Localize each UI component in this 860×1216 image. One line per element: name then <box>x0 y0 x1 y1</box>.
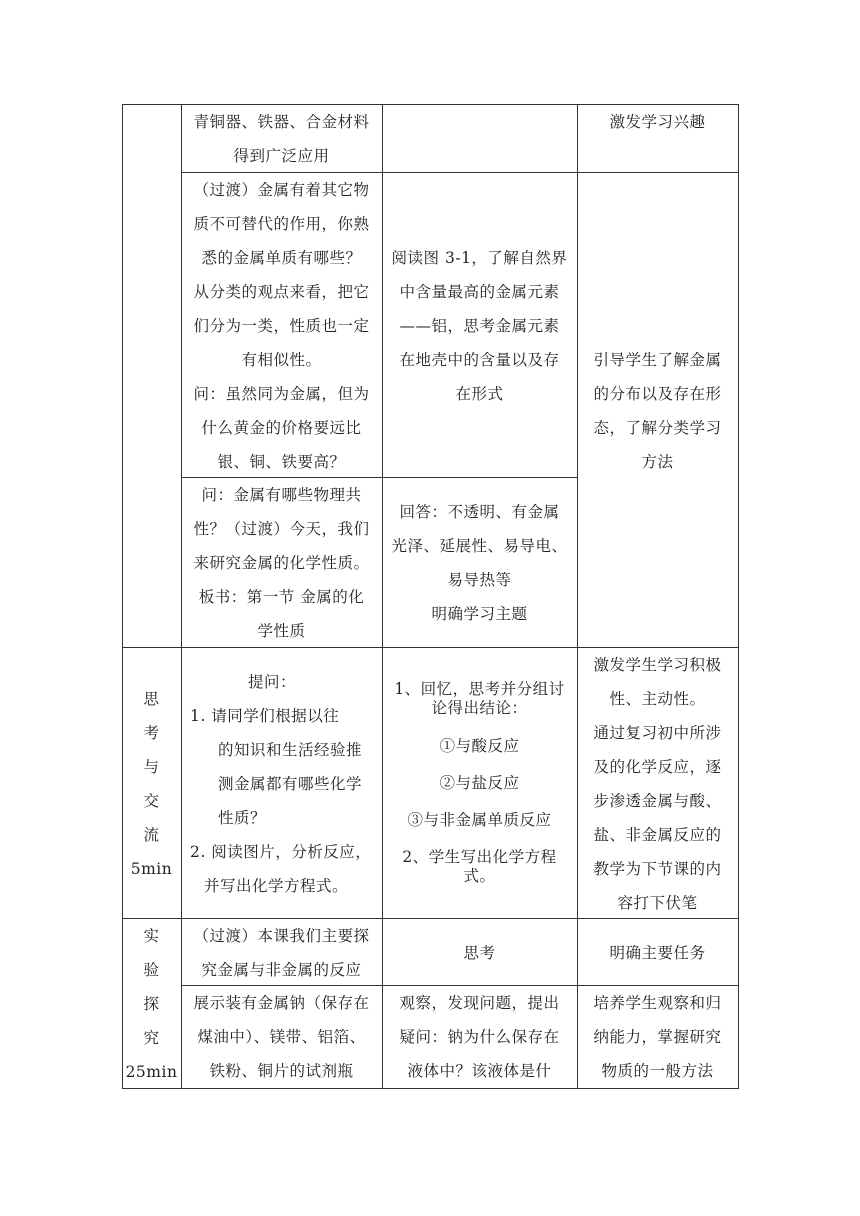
cell-text-line: 测金属都有哪些化学 <box>218 775 363 793</box>
cell-text-line: 提问： <box>247 673 296 691</box>
cell-text-line: 究 <box>143 1029 160 1047</box>
cell-text-line: ①与酸反应 <box>439 737 520 755</box>
cell-text-line: 及的化学反应，逐 <box>593 758 722 776</box>
design-intent-cell <box>577 105 738 139</box>
cell-text-line: 验 <box>143 961 160 979</box>
cell-text-line: 激发学生学习积极 <box>593 656 722 674</box>
cell-text-line: 问：虽然同为金属，但为 <box>193 385 370 403</box>
cell-text-line: 步渗透金属与酸、 <box>593 792 722 810</box>
teacher-activity-cell <box>181 919 382 987</box>
cell-text-line: 1. 请同学们根据以往 <box>190 707 340 725</box>
cell-text-line: 思考 <box>463 944 496 962</box>
teacher-activity-cell <box>181 105 382 173</box>
student-activity-cell <box>382 680 577 718</box>
student-activity-cell <box>382 495 577 631</box>
cell-text-line: 青铜器、铁器、合金材料 <box>193 113 370 131</box>
section-label-cell <box>122 919 181 1089</box>
cell-text-line: 与 <box>143 758 160 776</box>
cell-text-line: 有相似性。 <box>241 351 322 369</box>
cell-text-line: 究金属与非金属的反应 <box>201 961 362 979</box>
cell-text-line: 1、回忆，思考并分组讨 <box>394 680 565 698</box>
cell-text-line: 悉的金属单质有哪些？ <box>201 249 362 267</box>
cell-text-line: 展示装有金属钠（保存在 <box>193 994 370 1012</box>
student-conclusion-list <box>382 728 577 839</box>
cell-text-line: 方法 <box>641 453 674 471</box>
design-intent-cell <box>577 936 738 970</box>
cell-text-line: 中含量最高的金属元素 <box>399 283 560 301</box>
cell-text-line: 并写出化学方程式。 <box>204 877 349 895</box>
cell-text-line: 物质的一般方法 <box>601 1062 714 1080</box>
cell-text-line: 通过复习初中所涉 <box>593 724 722 742</box>
cell-text-line: 论得出结论： <box>431 699 528 717</box>
cell-text-line: 在地壳中的含量以及存 <box>399 351 560 369</box>
cell-text-line: ②与盐反应 <box>439 774 520 792</box>
cell-text-line: ——铝，思考金属元素 <box>399 317 560 335</box>
cell-text-line: （过渡）本课我们主要探 <box>193 927 370 945</box>
cell-text-line: 易导热等 <box>447 571 512 589</box>
cell-text-line: 纳能力，掌握研究 <box>593 1028 722 1046</box>
cell-text-line: 盐、非金属反应的 <box>593 826 722 844</box>
cell-text-line: 液体中？该液体是什 <box>407 1062 552 1080</box>
student-activity-cell <box>382 241 577 411</box>
student-activity-cell <box>382 848 577 886</box>
cell-text-line: 们分为一类，性质也一定 <box>193 317 370 335</box>
cell-text-line: 质不可替代的作用，你熟 <box>193 215 370 233</box>
cell-text-line: 式。 <box>463 867 496 885</box>
cell-text-line: 5min <box>130 860 173 878</box>
cell-text-line: 光泽、延展性、易导电、 <box>391 537 568 555</box>
teacher-activity-cell <box>181 665 363 699</box>
cell-text-line: 从分类的观点来看，把它 <box>193 283 370 301</box>
cell-text-line: 的分布以及存在形 <box>593 385 722 403</box>
student-activity-cell <box>382 986 577 1088</box>
cell-text-line: 明确学习主题 <box>431 605 528 623</box>
cell-text-line: ③与非金属单质反应 <box>407 811 552 829</box>
cell-text-line: 回答：不透明、有金属 <box>399 503 560 521</box>
cell-text-line: 得到广泛应用 <box>233 147 330 165</box>
cell-text-line: 问：金属有哪些物理共 <box>201 486 362 504</box>
table-bottom-border <box>122 1088 738 1089</box>
cell-text-line: 25min <box>125 1063 178 1081</box>
cell-text-line: 板书：第一节 金属的化 <box>198 588 365 606</box>
cell-text-line: 铁粉、铜片的试剂瓶 <box>209 1062 354 1080</box>
cell-text-line: 阅读图 3-1，了解自然界 <box>391 249 568 267</box>
cell-text-line: 学性质 <box>257 622 306 640</box>
cell-text-line: 银、铜、铁要高？ <box>217 453 346 471</box>
design-intent-cell <box>577 986 738 1088</box>
cell-text-line: 探 <box>143 995 160 1013</box>
teacher-activity-cell <box>181 173 382 479</box>
cell-text-line: 明确主要任务 <box>609 944 706 962</box>
cell-text-line: 态，了解分类学习 <box>593 419 722 437</box>
cell-text-line: 激发学习兴趣 <box>609 113 706 131</box>
cell-text-line: 的知识和生活经验推 <box>218 741 363 759</box>
cell-text-line: 什么黄金的价格要远比 <box>201 419 362 437</box>
teacher-activity-cell <box>181 478 382 648</box>
teacher-activity-cell <box>181 986 382 1088</box>
cell-text-line: 引导学生了解金属 <box>593 351 722 369</box>
design-intent-cell <box>577 648 738 920</box>
cell-text-line: 性、主动性。 <box>609 690 706 708</box>
cell-text-line: 在形式 <box>455 385 504 403</box>
cell-text-line: 教学为下节课的内 <box>593 860 722 878</box>
cell-text-line: 来研究金属的化学性质。 <box>193 554 370 572</box>
cell-text-line: 实 <box>143 927 160 945</box>
cell-text-line: 性？（过渡）今天，我们 <box>193 520 370 538</box>
cell-text-line: 流 <box>143 826 160 844</box>
cell-text-line: 观察，发现问题，提出 <box>399 994 560 1012</box>
cell-text-line: （过渡）金属有着其它物 <box>193 181 370 199</box>
cell-text-line: 疑问：钠为什么保存在 <box>399 1028 560 1046</box>
design-intent-cell <box>577 343 738 479</box>
cell-text-line: 培养学生观察和归 <box>593 994 722 1012</box>
cell-text-line: 2、学生写出化学方程 <box>402 848 557 866</box>
section-label-cell <box>122 682 181 886</box>
cell-text-line: 考 <box>143 724 160 742</box>
cell-text-line: 容打下伏笔 <box>617 894 698 912</box>
cell-text-line: 2. 阅读图片，分析反应， <box>190 843 372 861</box>
cell-text-line: 性质？ <box>218 809 267 827</box>
table-right-border <box>738 104 739 1089</box>
teacher-activity-list <box>190 699 380 903</box>
cell-text-line: 思 <box>143 690 160 708</box>
cell-text-line: 交 <box>143 792 160 810</box>
student-activity-cell <box>382 936 577 970</box>
cell-text-line: 煤油中）、镁带、铝箔、 <box>197 1028 366 1046</box>
